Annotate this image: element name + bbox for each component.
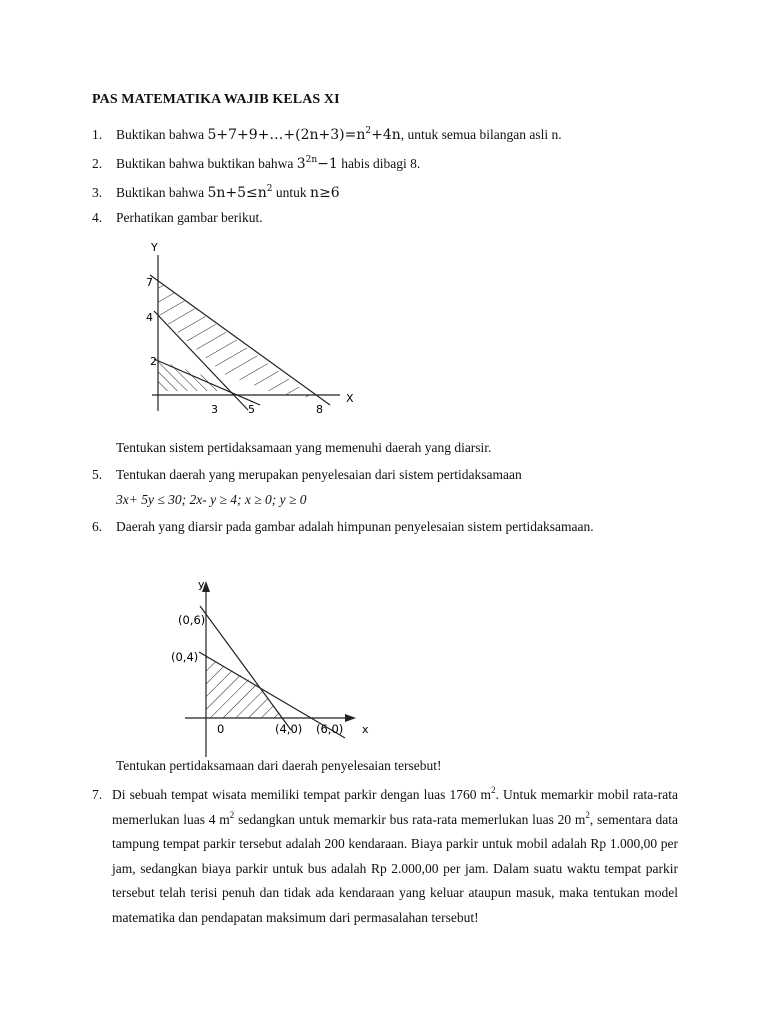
question-number: 5. bbox=[92, 467, 103, 482]
question-5-system: 3x+ 5y ≤ 30; 2x- y ≥ 4; x ≥ 0; y ≥ 0 bbox=[116, 492, 307, 507]
q7-unit-exponent: 2 bbox=[229, 809, 235, 820]
q3-expr-main: 5n+5≤n bbox=[207, 185, 267, 201]
graph-1-y-tick-4: 4 bbox=[146, 311, 153, 324]
graph-1-x-tick-5: 5 bbox=[248, 403, 255, 416]
graph-2-y-label: y bbox=[198, 578, 205, 591]
graph-1-y-tick-7: 7 bbox=[146, 276, 153, 289]
q2-prefix: Buktikan bahwa buktikan bahwa bbox=[116, 156, 294, 171]
graph-1-x-label: X bbox=[346, 392, 354, 405]
graph-2-point-0-4: (0,4) bbox=[171, 650, 199, 664]
graph-2-origin: 0 bbox=[217, 722, 225, 736]
q2-expr-tail: −1 bbox=[317, 156, 338, 172]
q1-prefix: Buktikan bahwa bbox=[116, 127, 205, 142]
q1-expr-main: 5+7+9+…+(2n+3)=n bbox=[207, 127, 366, 143]
q7-unit-exponent: 2 bbox=[585, 809, 590, 820]
q3-middle: untuk bbox=[275, 185, 307, 200]
q7-sentence-2: . Untuk memarkir mobil rata-rata memerlukan luas 4 m bbox=[112, 787, 679, 827]
page-title: PAS MATEMATIKA WAJIB KELAS XI bbox=[92, 92, 340, 107]
question-number: 3. bbox=[92, 185, 103, 200]
question-4-task: Tentukan sistem pertidaksamaan yang memenuhi daerah yang diarsir. bbox=[116, 440, 492, 455]
graph-2-point-4-0: (4,0) bbox=[275, 722, 303, 736]
question-number: 2. bbox=[92, 156, 103, 171]
graph-2-x-label: x bbox=[362, 723, 369, 736]
question-6-task: Tentukan pertidaksamaan dari daerah penyelesaian tersebut! bbox=[116, 758, 442, 773]
q1-expr-tail: +4n bbox=[371, 127, 401, 143]
question-4-text: Perhatikan gambar berikut. bbox=[116, 210, 263, 225]
graph-1 bbox=[130, 235, 370, 425]
q1-expression bbox=[207, 127, 400, 143]
graph-1-x-tick-8: 8 bbox=[316, 403, 323, 416]
graph-2-point-0-6: (0,6) bbox=[178, 613, 206, 627]
q3-condition: n≥6 bbox=[310, 185, 340, 201]
q3-exponent: 2 bbox=[266, 184, 273, 194]
q7-sentence-1: Di sebuah tempat wisata memiliki tempat parkir dengan luas 1760 m bbox=[112, 787, 492, 802]
question-number: 6. bbox=[92, 519, 103, 534]
q7-sentence-3: sedangkan untuk memarkir bus rata-rata memerlukan luas 20 m bbox=[234, 811, 586, 827]
q1-suffix: , untuk semua bilangan asli n. bbox=[400, 127, 562, 142]
q2-suffix: habis dibagi 8. bbox=[341, 156, 421, 171]
x-axis-arrow bbox=[345, 714, 356, 722]
graph-2 bbox=[165, 572, 385, 762]
graph-1-x-tick-3: 3 bbox=[211, 403, 218, 416]
q7-sentence-4: , sementara data tampung tempat parkir tersebut adalah 200 kendaraan. Biaya parkir untuk mobil adalah Rp 1.000,00 per jam, sedangkan biaya parkir untuk bus adalah Rp 2.000,00 per jam. Dalam suatu waktu tempat parkir tersebut telah terisi penuh dan tidak ada kendaraan yang keluar ataupun masuk, maka tentukan model matematika dan pendapatan maksimum dari permasalahan tersebut! bbox=[112, 811, 679, 925]
q3-expression bbox=[207, 185, 272, 201]
q2-expression bbox=[297, 156, 338, 172]
question-3-text bbox=[116, 182, 340, 204]
question-number: 1. bbox=[92, 127, 103, 142]
shaded-region bbox=[206, 656, 283, 718]
graph-1-y-tick-2: 2 bbox=[150, 355, 157, 368]
q2-base: 3 bbox=[296, 156, 306, 172]
question-6-text: Daerah yang diarsir pada gambar adalah himpunan penyelesaian sistem pertidaksamaan. bbox=[116, 519, 594, 534]
q3-prefix: Buktikan bahwa bbox=[116, 185, 205, 200]
question-1-text bbox=[116, 124, 562, 146]
q7-unit-exponent: 2 bbox=[491, 785, 496, 795]
question-5-text: Tentukan daerah yang merupakan penyelesaian dari sistem pertidaksamaan bbox=[116, 467, 522, 482]
q1-exponent: 2 bbox=[365, 126, 372, 136]
question-2-text bbox=[116, 153, 420, 175]
question-number: 4. bbox=[92, 210, 103, 225]
question-7-text bbox=[112, 783, 678, 930]
graph-2-point-6-0: (6,0) bbox=[316, 722, 344, 736]
q2-exponent: 2n bbox=[305, 155, 318, 165]
question-number: 7. bbox=[92, 787, 103, 802]
graph-1-y-label: Y bbox=[151, 241, 158, 254]
